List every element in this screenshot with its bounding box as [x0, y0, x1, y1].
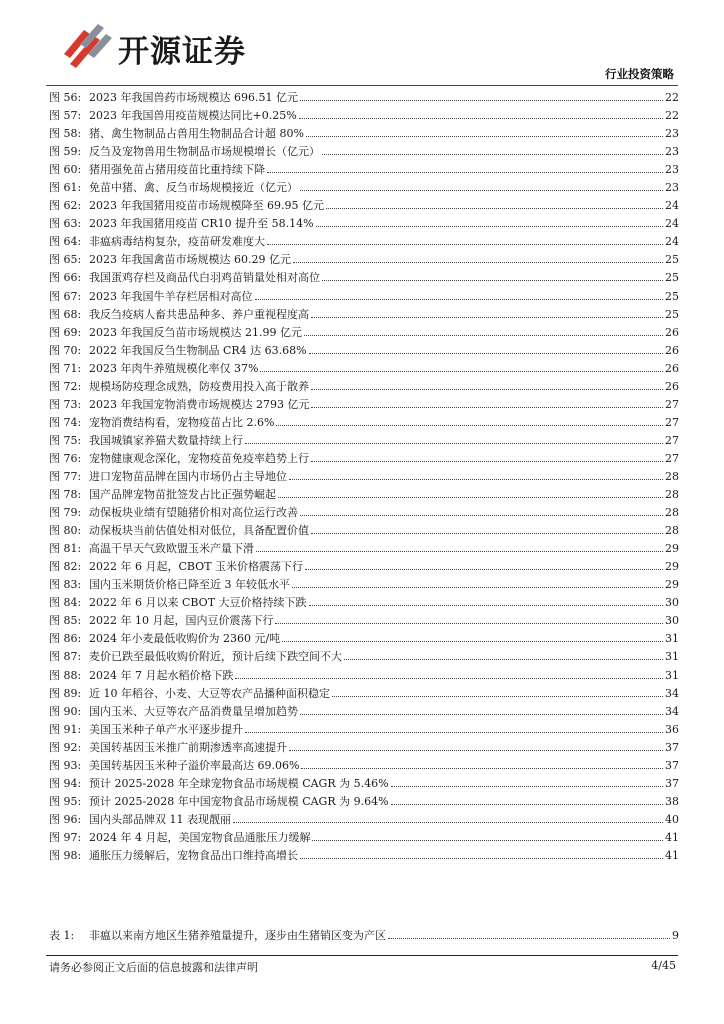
dot-leader — [311, 389, 663, 390]
dot-leader — [300, 858, 663, 859]
figure-entry-label: 图 96: — [49, 812, 82, 826]
figure-entry[interactable] — [49, 251, 679, 269]
dot-leader — [260, 371, 663, 372]
figure-entry-title: 进口宠物苗品牌在国内市场仍占主导地位 — [89, 469, 287, 483]
figure-entry-label: 图 88: — [49, 668, 82, 682]
figure-entry-title: 麦价已跌至最低收购价附近，预计后续下跌空间不大 — [89, 650, 342, 664]
figure-entry-label: 图 74: — [49, 415, 82, 429]
figure-entry-title: 2022 年 6 月以来 CBOT 大豆价格持续下跌 — [89, 596, 307, 610]
figure-entry-page-number: 24 — [665, 235, 679, 249]
figure-entry-title: 近 10 年稻谷、小麦、大豆等农产品播种面积稳定 — [89, 686, 330, 700]
figure-entry-label: 图 87: — [49, 650, 82, 664]
figure-entry-title: 预计 2025-2028 年全球宠物食品市场规模 CAGR 为 5.46% — [89, 776, 389, 790]
figure-entry[interactable] — [49, 89, 679, 107]
figure-entry-page-number: 41 — [665, 848, 679, 862]
figure-entry-label: 图 71: — [49, 361, 82, 375]
figure-entry[interactable] — [49, 360, 679, 378]
figure-entry[interactable] — [49, 829, 679, 847]
figure-entry-label: 图 58: — [49, 127, 82, 141]
figure-entry-page-number: 25 — [665, 271, 679, 285]
dot-leader — [255, 299, 664, 300]
dot-leader — [300, 100, 663, 101]
figure-entry-label: 图 81: — [49, 542, 82, 556]
figure-entry-label: 图 90: — [49, 704, 82, 718]
figure-entry-page-number: 34 — [665, 686, 679, 700]
figure-entry-title: 国内玉米、大豆等农产品消费量呈增加趋势 — [89, 704, 298, 718]
brand-name: 开源证券 — [118, 34, 246, 70]
figure-entry-page-number: 28 — [665, 488, 679, 502]
figure-entry-title: 2023 年我国兽用疫苗规模达同比+0.25% — [89, 109, 297, 123]
figure-entry[interactable] — [49, 197, 679, 215]
figure-entry-label: 图 77: — [49, 469, 82, 483]
figure-entry-page-number: 27 — [665, 397, 679, 411]
figure-entry[interactable] — [49, 288, 679, 306]
figure-entry[interactable] — [49, 576, 679, 594]
figure-entry-title: 美国玉米种子单产水平逐步提升 — [89, 722, 243, 736]
figure-entry[interactable] — [49, 342, 679, 360]
figure-entry-title: 国内头部品牌双 11 表现靓丽 — [89, 812, 231, 826]
figure-entry-title: 美国转基因玉米推广前期渗透率高速提升 — [89, 740, 287, 754]
figure-entry-page-number: 28 — [665, 524, 679, 538]
figure-entry-page-number: 28 — [665, 469, 679, 483]
figure-entry-label: 图 72: — [49, 379, 82, 393]
figure-entry[interactable] — [49, 432, 679, 450]
dot-leader — [344, 659, 663, 660]
table-list — [49, 927, 679, 945]
figure-entry[interactable] — [49, 739, 679, 757]
figure-entry-page-number: 24 — [665, 217, 679, 231]
figure-entry-title: 2023 年肉牛养殖规模化率仅 37% — [89, 361, 259, 375]
dot-leader — [306, 136, 663, 137]
figure-entry-title: 2023 年我国猪用疫苗市场规模降至 69.95 亿元 — [89, 199, 324, 213]
figure-entry-label: 图 80: — [49, 524, 82, 538]
figure-entry-title: 动保板块业绩有望随猪价相对高位运行改善 — [89, 506, 298, 520]
figure-entry[interactable] — [49, 396, 679, 414]
dot-leader — [332, 696, 663, 697]
figure-entry[interactable] — [49, 630, 679, 648]
figure-entry[interactable] — [49, 648, 679, 666]
figure-entry-label: 图 95: — [49, 794, 82, 808]
dot-leader — [309, 353, 663, 354]
figure-entry[interactable] — [49, 522, 679, 540]
figure-entry-label: 图 89: — [49, 686, 82, 700]
figure-entry-page-number: 26 — [665, 343, 679, 357]
figure-entry-label: 图 97: — [49, 830, 82, 844]
figure-entry[interactable] — [49, 179, 679, 197]
figure-entry[interactable] — [49, 468, 679, 486]
figure-entry-page-number: 23 — [665, 181, 679, 195]
figure-entry-page-number: 31 — [665, 632, 679, 646]
figure-entry-title: 美国转基因玉米种子溢价率最高达 69.06% — [89, 758, 300, 772]
figure-entry-page-number: 29 — [665, 560, 679, 574]
dot-leader — [300, 515, 663, 516]
figure-entry[interactable] — [49, 378, 679, 396]
figure-entry-page-number: 30 — [665, 614, 679, 628]
table-entry-title: 非瘟以来南方地区生猪养殖量提升，逐步由生猪销区变为产区 — [89, 929, 386, 942]
dot-leader — [312, 840, 663, 841]
figure-entry[interactable] — [49, 414, 679, 432]
figure-entry[interactable] — [49, 721, 679, 739]
dot-leader — [267, 172, 663, 173]
figure-entry[interactable] — [49, 685, 679, 703]
dot-leader — [311, 461, 663, 462]
figure-entry[interactable] — [49, 306, 679, 324]
figure-entry-title: 动保板块当前估值处相对低位，具备配置价值 — [89, 524, 309, 538]
figure-entry-page-number: 37 — [665, 740, 679, 754]
dot-leader — [289, 750, 663, 751]
figure-entry-page-number: 27 — [665, 433, 679, 447]
figure-entry-page-number: 31 — [665, 668, 679, 682]
figure-entry-label: 图 93: — [49, 758, 82, 772]
figure-entry[interactable] — [49, 558, 679, 576]
figure-entry[interactable] — [49, 125, 679, 143]
dot-leader — [256, 551, 663, 552]
figure-entry-title: 宠物消费结构看，宠物疫苗占比 2.6% — [89, 415, 275, 429]
figure-entry-label: 图 85: — [49, 614, 82, 628]
figure-entry[interactable] — [49, 215, 679, 233]
dot-leader — [326, 208, 663, 209]
figure-entry[interactable] — [49, 143, 679, 161]
figure-entry-title: 免苗中猪、禽、反刍市场规模接近（亿元） — [89, 181, 298, 195]
dot-leader — [299, 118, 663, 119]
figure-entry-label: 图 86: — [49, 632, 82, 646]
figure-entry-page-number: 23 — [665, 145, 679, 159]
figure-entry-title: 猪用强免苗占猪用疫苗比重持续下降 — [89, 163, 265, 177]
dot-leader — [245, 732, 663, 733]
figure-entry[interactable] — [49, 233, 679, 251]
document-type-label: 行业投资策略 — [605, 67, 674, 81]
figure-entry-page-number: 25 — [665, 253, 679, 267]
figure-entry-title: 2023 年我国禽苗市场规模达 60.29 亿元 — [89, 253, 291, 267]
figure-entry-page-number: 26 — [665, 325, 679, 339]
figure-entry-title: 2023 年我国反刍苗市场规模达 21.99 亿元 — [89, 325, 302, 339]
figure-entry-page-number: 25 — [665, 307, 679, 321]
page-number: 4/45 — [651, 959, 676, 972]
dot-leader — [267, 244, 663, 245]
figure-entry-page-number: 26 — [665, 361, 679, 375]
figure-entry[interactable] — [49, 450, 679, 468]
figure-entry-label: 图 75: — [49, 433, 82, 447]
figure-entry[interactable] — [49, 775, 679, 793]
figure-entry-title: 2023 年我国牛羊存栏居相对高位 — [89, 289, 253, 303]
figure-entry-label: 图 67: — [49, 289, 82, 303]
figure-entry-title: 2024 年 7 月起水稻价格下跌 — [89, 668, 234, 682]
dot-leader — [278, 497, 663, 498]
dot-leader — [301, 768, 663, 769]
dot-leader — [245, 443, 663, 444]
figure-entry-title: 国产品牌宠物苗批签发占比正强势崛起 — [89, 488, 276, 502]
header-divider — [46, 85, 678, 86]
figure-entry-page-number: 26 — [665, 379, 679, 393]
dot-leader — [293, 262, 663, 263]
figure-entry[interactable] — [49, 594, 679, 612]
figure-entry[interactable] — [49, 793, 679, 811]
figure-entry[interactable] — [49, 504, 679, 522]
figure-entry-label: 图 60: — [49, 163, 82, 177]
dot-leader — [300, 714, 663, 715]
figure-entry[interactable] — [49, 161, 679, 179]
figure-entry[interactable] — [49, 612, 679, 630]
disclaimer-note: 请务必参阅正文后面的信息披露和法律声明 — [49, 961, 258, 974]
page-header — [0, 0, 724, 92]
figure-entry-page-number: 41 — [665, 830, 679, 844]
figure-entry-label: 图 69: — [49, 325, 82, 339]
figure-entry-page-number: 30 — [665, 596, 679, 610]
figure-entry-page-number: 38 — [665, 794, 679, 808]
dot-leader — [322, 280, 663, 281]
figure-entry[interactable] — [49, 847, 679, 865]
figure-entry-label: 图 91: — [49, 722, 82, 736]
figure-entry[interactable] — [49, 107, 679, 125]
figure-entry-label: 图 66: — [49, 271, 82, 285]
figure-entry-title: 规模场防疫理念成熟，防疫费用投入高于散养 — [89, 379, 309, 393]
figure-entry[interactable] — [49, 667, 679, 685]
figure-entry-label: 图 63: — [49, 217, 82, 231]
figure-entry-page-number: 37 — [665, 758, 679, 772]
figure-entry-title: 2024 年 4 月起，美国宠物食品通胀压力缓解 — [89, 830, 311, 844]
figure-entry-title: 2023 年我国兽药市场规模达 696.51 亿元 — [89, 91, 298, 104]
figure-entry-label: 图 70: — [49, 343, 82, 357]
figure-entry-page-number: 24 — [665, 199, 679, 213]
dot-leader — [391, 786, 663, 787]
figure-entry-page-number: 37 — [665, 776, 679, 790]
figure-entry-label: 图 62: — [49, 199, 82, 213]
figure-entry-label: 图 78: — [49, 488, 82, 502]
figure-entry-page-number: 22 — [665, 91, 679, 104]
table-entry[interactable] — [49, 927, 679, 945]
figure-entry[interactable] — [49, 757, 679, 775]
dot-leader — [309, 605, 663, 606]
figure-entry-page-number: 27 — [665, 415, 679, 429]
figure-entry-title: 我反刍疫病人畜共患品种多、养户重视程度高 — [89, 307, 309, 321]
figure-entry-title: 2022 年 10 月起，国内豆价震荡下行 — [89, 614, 274, 628]
figure-entry[interactable] — [49, 540, 679, 558]
figure-entry-label: 图 64: — [49, 235, 82, 249]
figure-list — [49, 89, 679, 865]
figure-entry[interactable] — [49, 703, 679, 721]
figure-entry-title: 我国蛋鸡存栏及商品代白羽鸡苗销量处相对高位 — [89, 271, 320, 285]
figure-entry-page-number: 29 — [665, 578, 679, 592]
figure-entry-title: 猪、禽生物制品占兽用生物制品合计超 80% — [89, 127, 304, 141]
dot-leader — [311, 407, 663, 408]
dot-leader — [233, 822, 663, 823]
dot-leader — [322, 154, 663, 155]
figure-entry-title: 2023 年我国宠物消费市场规模达 2793 亿元 — [89, 397, 310, 411]
dot-leader — [311, 317, 663, 318]
figure-entry-page-number: 23 — [665, 127, 679, 141]
figure-entry-label: 图 84: — [49, 596, 82, 610]
brand-logo-icon — [60, 20, 112, 68]
brand-logo — [60, 20, 290, 68]
dot-leader — [304, 335, 663, 336]
figure-entry-title: 2023 年我国猪用疫苗 CR10 提升至 58.14% — [89, 217, 314, 231]
figure-entry-label: 图 61: — [49, 181, 82, 195]
dot-leader — [289, 479, 663, 480]
figure-entry-page-number: 22 — [665, 109, 679, 123]
figure-entry-page-number: 40 — [665, 812, 679, 826]
figure-entry-label: 图 65: — [49, 253, 82, 267]
dot-leader — [276, 425, 663, 426]
figure-entry-label: 图 98: — [49, 848, 82, 862]
figure-entry-label: 图 73: — [49, 397, 82, 411]
figure-entry-label: 图 56: — [49, 91, 82, 104]
figure-entry-title: 国内玉米期货价格已降至近 3 年较低水平 — [89, 578, 290, 592]
figure-entry[interactable] — [49, 811, 679, 829]
figure-entry-page-number: 28 — [665, 506, 679, 520]
dot-leader — [388, 938, 670, 939]
figure-entry-label: 图 57: — [49, 109, 82, 123]
dot-leader — [292, 587, 663, 588]
dot-leader — [305, 569, 663, 570]
figure-entry-title: 反刍及宠物兽用生物制品市场规模增长（亿元） — [89, 145, 320, 159]
figure-entry-label: 图 76: — [49, 451, 82, 465]
figure-entry[interactable] — [49, 324, 679, 342]
table-entry-label: 表 1: — [49, 929, 75, 942]
figure-entry-title: 2022 年 6 月起，CBOT 玉米价格震荡下行 — [89, 560, 304, 574]
figure-entry-label: 图 94: — [49, 776, 82, 790]
figure-entry-page-number: 23 — [665, 163, 679, 177]
dot-leader — [275, 623, 663, 624]
dot-leader — [391, 804, 663, 805]
dot-leader — [300, 190, 663, 191]
figure-entry-title: 非瘟病毒结构复杂，疫苗研发难度大 — [89, 235, 265, 249]
figure-entry-label: 图 59: — [49, 145, 82, 159]
figure-entry-label: 图 79: — [49, 506, 82, 520]
figure-entry-page-number: 25 — [665, 289, 679, 303]
dot-leader — [235, 678, 663, 679]
figure-entry-page-number: 36 — [665, 722, 679, 736]
table-entry-page-number: 9 — [672, 929, 679, 942]
figure-entry-title: 2022 年我国反刍生物制品 CR4 达 63.68% — [89, 343, 307, 357]
figure-entry[interactable] — [49, 486, 679, 504]
figure-entry-page-number: 27 — [665, 451, 679, 465]
figure-entry-page-number: 31 — [665, 650, 679, 664]
figure-entry-label: 图 83: — [49, 578, 82, 592]
figure-entry-label: 图 68: — [49, 307, 82, 321]
figure-entry-label: 图 82: — [49, 560, 82, 574]
dot-leader — [311, 533, 663, 534]
figure-entry[interactable] — [49, 269, 679, 287]
figure-entry-page-number: 29 — [665, 542, 679, 556]
dot-leader — [316, 226, 663, 227]
figure-entry-page-number: 34 — [665, 704, 679, 718]
footer-divider — [46, 955, 678, 956]
figure-entry-title: 预计 2025-2028 年中国宠物食品市场规模 CAGR 为 9.64% — [89, 794, 389, 808]
figure-entry-title: 2024 年小麦最低收购价为 2360 元/吨 — [89, 632, 281, 646]
figure-entry-title: 通胀压力缓解后，宠物食品出口维持高增长 — [89, 848, 298, 862]
figure-entry-label: 图 92: — [49, 740, 82, 754]
figure-entry-title: 宠物健康观念深化，宠物疫苗免疫率趋势上行 — [89, 451, 309, 465]
dot-leader — [282, 641, 663, 642]
figure-entry-title: 高温干旱天气致欧盟玉米产量下滑 — [89, 542, 254, 556]
figure-entry-title: 我国城镇家养猫犬数量持续上行 — [89, 433, 243, 447]
